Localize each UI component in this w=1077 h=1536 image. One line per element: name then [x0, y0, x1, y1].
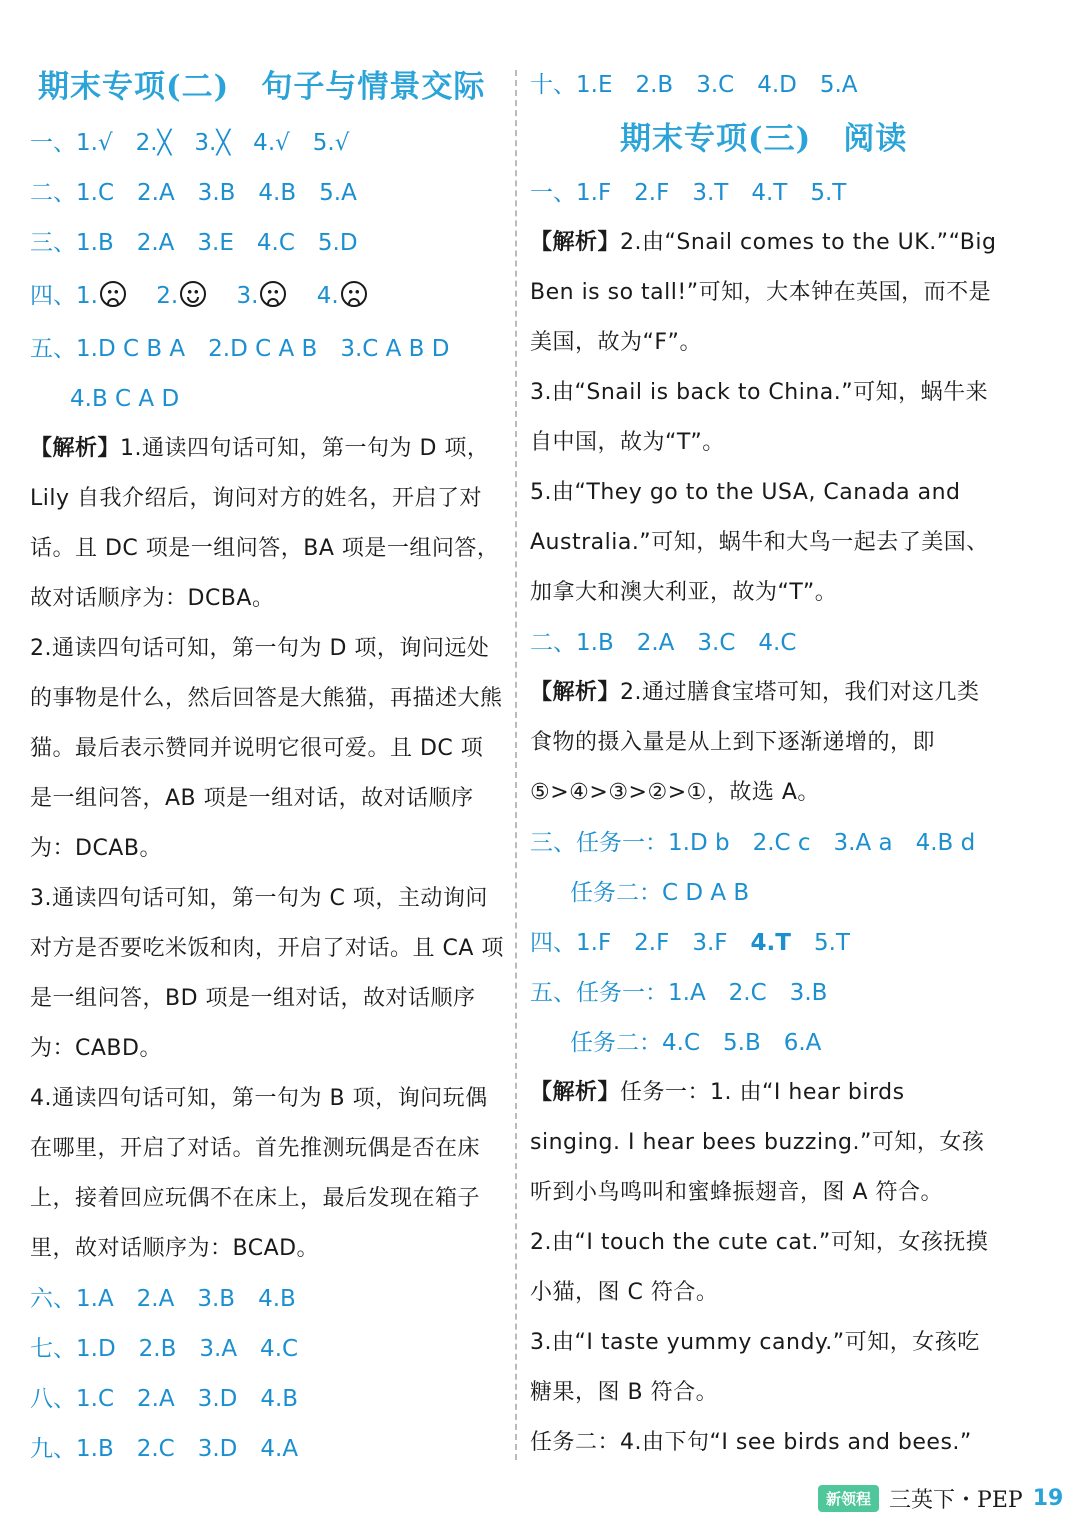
explanation-text: 2.通过膳食宝塔可知，我们对这几类食物的摄入量是从上到下逐渐递增的，即⑤>④>③>②>①，故选 A。: [530, 680, 980, 805]
answer-part: 5.T: [790, 930, 850, 956]
sad-face-icon: [100, 281, 126, 307]
reading-explanation-7: 3.由“I taste yummy candy.”可知，女孩吃糖果，图 B 符合。: [530, 1330, 980, 1405]
explanation-4: 4.通读四句话可知，第一句为 B 项，询问玩偶在哪里，开启了对话。首先推测玩偶是否在床上，接着回应玩偶不在床上，最后发现在箱子里，故对话顺序为：BCAD。: [30, 1086, 488, 1261]
reading-explanation-8: 任务二：4.由下句“I see birds and bees.”: [530, 1430, 972, 1455]
section-title-3: 期末专项(三) 阅读: [620, 121, 908, 157]
left-column: [30, 62, 505, 1474]
answer-line-7: 七、1.D 2.B 3.A 4.C: [30, 1336, 299, 1362]
analysis-tag: 【解析】: [530, 680, 621, 705]
explanation-2: 2.通读四句话可知，第一句为 D 项，询问远处的事物是什么，然后回答是大熊猫，再描述大熊猫。最后表示赞同并说明它很可爱。且 DC 项是一组问答，AB 项是一组对话，故对话顺序为：DCAB。: [30, 636, 503, 861]
face-item-label: 1.: [76, 283, 98, 309]
frown-mouth: [267, 298, 279, 304]
page-number: 19: [1032, 1485, 1064, 1511]
frown-mouth: [348, 298, 360, 304]
right-column: [530, 60, 1000, 1468]
reading-answer-5b: 任务二：4.C 5.B 6.A: [570, 1030, 822, 1056]
face-item-label: 2.: [156, 283, 179, 309]
face-item-label: 4.: [316, 283, 339, 309]
reading-answer-2: 二、1.B 2.A 3.C 4.C: [530, 630, 797, 656]
smile-mouth: [187, 297, 199, 303]
reading-explanation-2: 3.由“Snail is back to China.”可知，蜗牛来自中国，故为“T”。: [530, 380, 989, 455]
section-title-2: 期末专项(二) 句子与情景交际: [38, 69, 486, 105]
answer-line-4-faces: [30, 268, 505, 324]
reading-answer-1: 一、1.F 2.F 3.T 4.T 5.T: [530, 180, 847, 206]
analysis-tag: 【解析】: [30, 436, 121, 461]
reading-answer-5: 五、任务一：1.A 2.C 3.B: [530, 980, 828, 1006]
reading-explanation-1: [530, 218, 1000, 368]
reading-explanation-3: 5.由“They go to the USA, Canada and Australia.”可知，蜗牛和大鸟一起去了美国、加拿大和澳大利亚，故为“T”。: [530, 480, 989, 605]
answer-line-9: 九、1.B 2.C 3.D 4.A: [30, 1436, 299, 1462]
face-item-label: 3.: [236, 283, 259, 309]
answer-part-bold: 4.T: [750, 930, 791, 956]
reading-answer-3: 三、任务一：1.D b 2.C c 3.A a 4.B d: [530, 830, 976, 856]
answer-line-5: 五、1.D C B A 2.D C A B 3.C A B D: [30, 336, 450, 362]
explanation-1: [30, 424, 505, 624]
answer-line-6: 六、1.A 2.A 3.B 4.B: [30, 1286, 296, 1312]
reading-explanation-4: [530, 668, 1000, 818]
analysis-tag: 【解析】: [530, 230, 621, 255]
answer-line-10: 十、1.E 2.B 3.C 4.D 5.A: [530, 72, 858, 98]
explanation-text: 任务一：1. 由“I hear birds singing. I hear bees buzzing.”可知，女孩听到小鸟鸣叫和蜜蜂振翅音，图 A 符合。: [530, 1080, 985, 1205]
brand-badge: 新领程: [818, 1485, 879, 1512]
smile-face-icon: [180, 281, 206, 307]
answer-line-1: 一、1.√ 2.╳ 3.╳ 4.√ 5.√: [30, 130, 350, 156]
answer-prefix: 四、: [30, 283, 76, 309]
frown-mouth: [107, 298, 119, 304]
sad-face-icon: [341, 281, 367, 307]
reading-explanation-6: 2.由“I touch the cute cat.”可知，女孩抚摸小猫，图 C 符合。: [530, 1230, 989, 1305]
explanation-3: 3.通读四句话可知，第一句为 C 项，主动询问对方是否要吃米饭和肉，开启了对话。且 CA 项是一组问答，BD 项是一组对话，故对话顺序为：CABD。: [30, 886, 504, 1061]
column-divider: [515, 70, 517, 1460]
explanation-text: 2.由“Snail comes to the UK.”“Big Ben is so tall!”可知，大本钟在英国，而不是美国，故为“F”。: [530, 230, 997, 355]
answer-part: 四、1.F 2.F 3.F: [530, 930, 751, 956]
answer-line-5b: 4.B C A D: [70, 386, 180, 412]
reading-explanation-5: [530, 1068, 1000, 1218]
reading-answer-4: [530, 918, 1000, 968]
analysis-tag: 【解析】: [530, 1080, 621, 1105]
book-label: 三英下・PEP: [889, 1487, 1023, 1513]
answer-line-2: 二、1.C 2.A 3.B 4.B 5.A: [30, 180, 357, 206]
answer-line-8: 八、1.C 2.A 3.D 4.B: [30, 1386, 299, 1412]
reading-answer-3b: 任务二：C D A B: [570, 880, 750, 906]
answer-line-3: 三、1.B 2.A 3.E 4.C 5.D: [30, 230, 358, 256]
sad-face-icon: [260, 281, 286, 307]
page-footer: [818, 1478, 1063, 1518]
explanation-text: 1.通读四句话可知，第一句为 D 项，Lily 自我介绍后，询问对方的姓名，开启了对话。且 DC 项是一组问答，BA 项是一组问答，故对话顺序为：DCBA。: [30, 436, 500, 611]
